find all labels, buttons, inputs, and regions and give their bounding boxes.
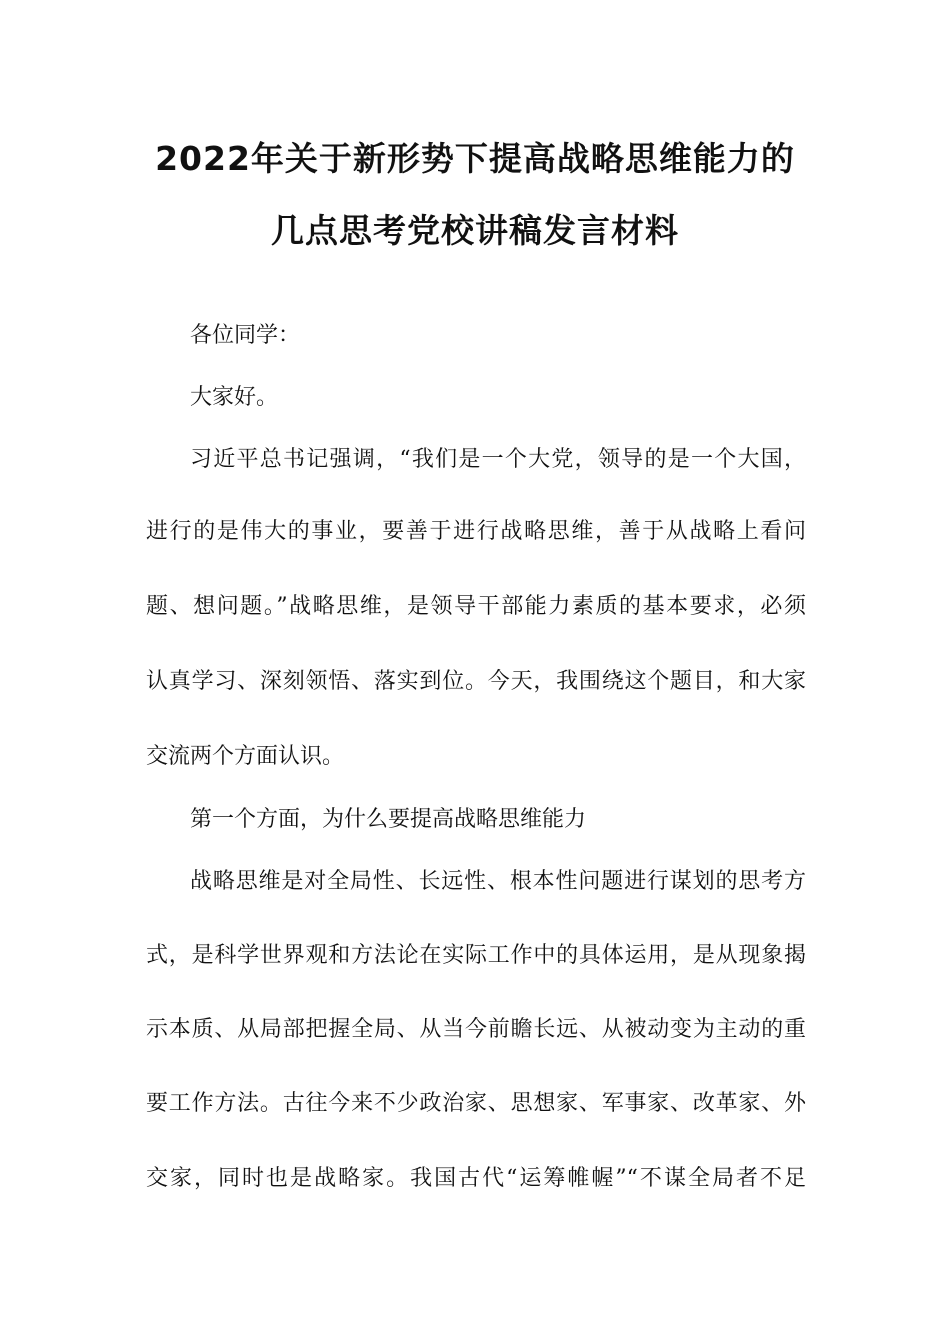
body-line: 认真学习、深刻领悟、落实到位。今天，我围绕这个题目，和大家 [146, 669, 806, 694]
body-line: 要工作方法。古往今来不少政治家、思想家、军事家、改革家、外 [146, 1091, 806, 1116]
salutation: 各位同学： [190, 323, 301, 348]
section-heading: 第一个方面，为什么要提高战略思维能力 [190, 807, 587, 832]
document-title-line-2: 几点思考党校讲稿发言材料 [271, 211, 679, 250]
document-title-line-1: 2022年关于新形势下提高战略思维能力的 [155, 139, 795, 178]
body-line: 示本质、从局部把握全局、从当今前瞻长远、从被动变为主动的重 [146, 1017, 806, 1042]
greeting: 大家好。 [190, 385, 279, 410]
body-line: 题、想问题。”战略思维，是领导干部能力素质的基本要求，必须 [146, 594, 806, 619]
body-line: 战略思维是对全局性、长远性、根本性问题进行谋划的思考方 [190, 869, 806, 894]
body-line: 交家，同时也是战略家。我国古代“运筹帷幄”“不谋全局者不足 [146, 1166, 806, 1191]
body-line: 进行的是伟大的事业，要善于进行战略思维，善于从战略上看问 [146, 519, 806, 544]
body-line: 式，是科学世界观和方法论在实际工作中的具体运用，是从现象揭 [146, 943, 806, 968]
body-line: 习近平总书记强调，“我们是一个大党，领导的是一个大国， [190, 447, 806, 472]
body-line: 交流两个方面认识。 [146, 744, 345, 769]
